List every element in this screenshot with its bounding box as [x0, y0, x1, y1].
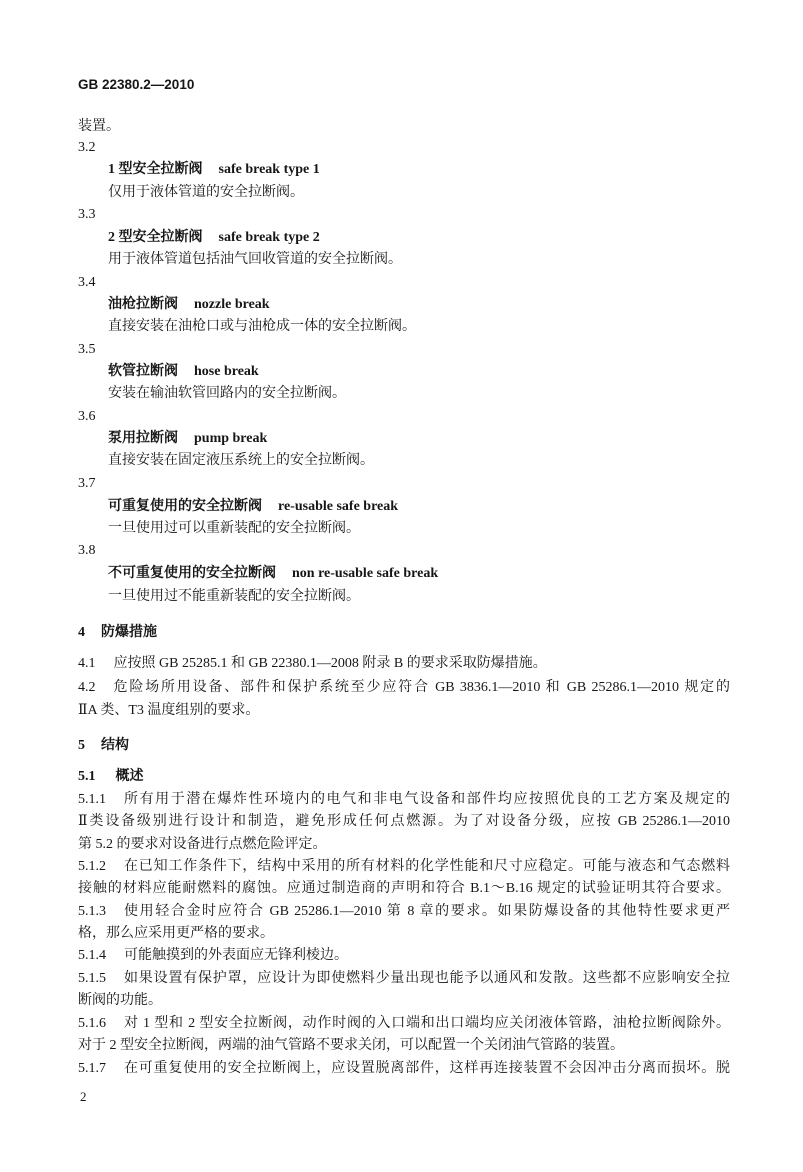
term-number: 3.6: [78, 409, 96, 424]
clause-text-line: 在可重复使用的安全拉断阀上，应设置脱离部件，这样再连接装置不会因冲击分离而损坏。脱: [124, 1061, 730, 1076]
term-definition: 一旦使用过不能重新装配的安全拉断阀。: [108, 589, 360, 604]
term-name-en: hose break: [194, 364, 259, 379]
clause-line: [78, 968, 730, 990]
clause-number: 5.1.1: [78, 792, 106, 807]
term-heading: [108, 227, 730, 249]
term-name-en: re-usable safe break: [278, 499, 399, 514]
term-number: 3.5: [78, 342, 96, 357]
clause-number: 5.1.5: [78, 971, 106, 986]
section-heading: [78, 766, 730, 788]
clause-text-line: 第 5.2 的要求对设备进行点燃危险评定。: [78, 837, 327, 852]
clause-text-line: 所有用于潜在爆炸性环境内的电气和非电气设备和部件均应按照优良的工艺方案及规定的: [124, 792, 730, 807]
clause-number: 5.1.4: [78, 948, 106, 963]
clause-text-line: 如果设置有保护罩，应设计为即使燃料少量出现也能予以通风和发散。这些都不应影响安全拉: [124, 971, 730, 986]
clause-text-line: 对于 2 型安全拉断阀，两端的油气管路不要求关闭，可以配置一个关闭油气管路的装置。: [78, 1038, 624, 1053]
term-definition: 直接安装在油枪口或与油枪成一体的安全拉断阀。: [108, 319, 416, 334]
clause-line: [78, 945, 730, 967]
clause-text-line: 可能触摸到的外表面应无锋利棱边。: [124, 948, 348, 963]
clause-text-line: 对 1 型和 2 型安全拉断阀，动作时阀的入口端和出口端均应关闭液体管路，油枪拉断阀除外。: [124, 1016, 730, 1031]
term-heading: [108, 496, 730, 518]
term-definition: 安装在输油软管回路内的安全拉断阀。: [108, 386, 346, 401]
term-definition: 直接安装在固定液压系统上的安全拉断阀。: [108, 453, 374, 468]
clause-text-line: 格，那么应采用更严格的要求。: [78, 926, 274, 941]
term-name: 2 型安全拉断阀: [108, 230, 203, 245]
term-heading: [108, 159, 730, 181]
chapter-title: 防爆措施: [101, 625, 157, 640]
clause-line: [78, 653, 730, 675]
term-name-en: nozzle break: [194, 297, 270, 312]
clause-line: [78, 677, 730, 699]
term-definition: 仅用于液体管道的安全拉断阀。: [108, 185, 304, 200]
clause-number: 5.1.3: [78, 904, 106, 919]
chapter-number: 4: [78, 625, 85, 640]
clause-text-line: 危险场所用设备、部件和保护系统至少应符合 GB 3836.1—2010 和 GB 25286.1—2010 规定的: [113, 680, 730, 695]
clause-line: [78, 789, 730, 811]
term-heading: [108, 361, 730, 383]
clause-number: 4.1: [78, 656, 96, 671]
term-definition: 用于液体管道包括油气回收管道的安全拉断阀。: [108, 252, 402, 267]
carryover-text: 装置。: [78, 119, 120, 134]
section-title: 概述: [115, 769, 144, 784]
clause-line: [78, 901, 730, 923]
term-heading: [108, 294, 730, 316]
standard-code-header: GB 22380.2—2010: [78, 77, 195, 92]
term-number: 3.4: [78, 275, 96, 290]
term-number: 3.8: [78, 543, 96, 558]
term-name: 泵用拉断阀: [108, 431, 178, 446]
clause-line: [78, 1058, 730, 1080]
clause-line: [78, 1013, 730, 1035]
clause-number: 5.1.2: [78, 859, 106, 874]
term-name-en: non re-usable safe break: [292, 566, 439, 581]
clause-text-line: 接触的材料应能耐燃料的腐蚀。应通过制造商的声明和符合 B.1～B.16 规定的试验证明其符合要求。: [78, 881, 730, 896]
clause-number: 5.1.7: [78, 1061, 106, 1076]
term-heading: [108, 563, 730, 585]
chapter-number: 5: [78, 738, 85, 753]
term-name: 1 型安全拉断阀: [108, 162, 203, 177]
term-definition: 一旦使用过可以重新装配的安全拉断阀。: [108, 521, 360, 536]
term-name-en: safe break type 1: [218, 162, 320, 177]
term-name-en: safe break type 2: [218, 230, 320, 245]
clause-text-line: 在已知工作条件下，结构中采用的所有材料的化学性能和尺寸应稳定。可能与液态和气态燃料: [124, 859, 730, 874]
term-number: 3.2: [78, 140, 96, 155]
clause-text-line: ⅡA 类、T3 温度组别的要求。: [78, 703, 260, 718]
clause-line: [78, 856, 730, 878]
clause-text-line: Ⅱ类设备级别进行设计和制造，避免形成任何点燃源。为了对设备分级，应按 GB 25286.1—2010: [78, 814, 730, 829]
term-name: 软管拉断阀: [108, 364, 178, 379]
term-heading: [108, 428, 730, 450]
chapter-heading: [78, 622, 730, 644]
term-name-en: pump break: [194, 431, 268, 446]
clause-text-line: 应按照 GB 25285.1 和 GB 22380.1—2008 附录 B 的要求采取防爆措施。: [113, 656, 547, 671]
chapter-heading: [78, 735, 730, 757]
term-name: 油枪拉断阀: [108, 297, 178, 312]
section-number: 5.1: [78, 769, 96, 784]
clause-number: 4.2: [78, 680, 96, 695]
term-number: 3.7: [78, 476, 96, 491]
clause-text-line: 断阀的功能。: [78, 993, 162, 1008]
term-name: 可重复使用的安全拉断阀: [108, 499, 262, 514]
clause-number: 5.1.6: [78, 1016, 106, 1031]
term-number: 3.3: [78, 207, 96, 222]
chapter-title: 结构: [101, 738, 129, 753]
page-number: 2: [80, 1089, 87, 1104]
clause-text-line: 使用轻合金时应符合 GB 25286.1—2010 第 8 章的要求。如果防爆设备的其他特性要求更严: [124, 904, 730, 919]
term-name: 不可重复使用的安全拉断阀: [108, 566, 276, 581]
